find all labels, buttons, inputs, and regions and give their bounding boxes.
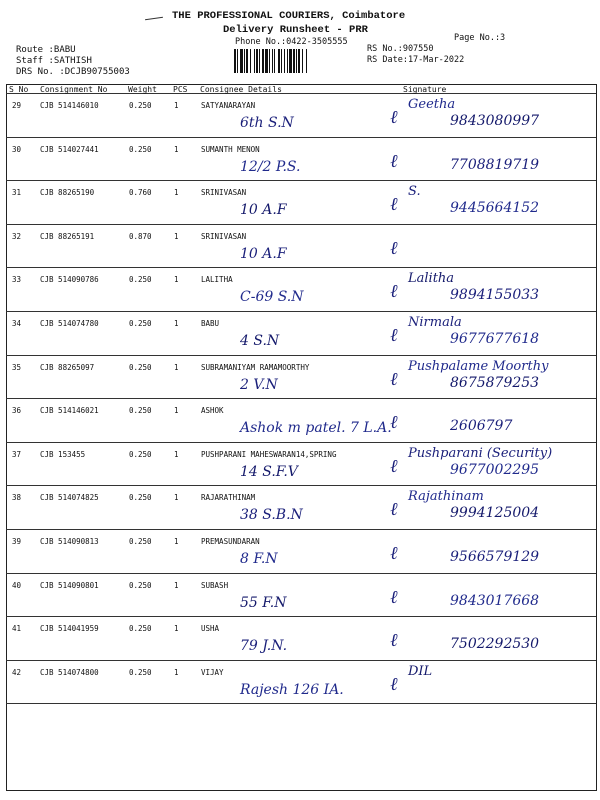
weight-value: 0.250 (129, 319, 152, 328)
rs-number: RS No.:907550 (367, 44, 434, 54)
rs-date: RS Date:17-Mar-2022 (367, 55, 465, 65)
pieces-count: 1 (174, 275, 179, 285)
weight-value: 0.760 (129, 188, 152, 198)
col-pcs: PCS (173, 85, 188, 94)
serial-number: 34 (12, 319, 22, 328)
pieces-count: 1 (174, 537, 179, 546)
col-sno: S No (9, 85, 29, 94)
signature-scribble: ℓ (390, 543, 398, 564)
serial-number: 42 (12, 667, 22, 677)
pieces-count: 1 (174, 144, 179, 154)
pieces-count: 1 (174, 319, 179, 328)
signature-scribble: ℓ (390, 194, 398, 216)
serial-number: 38 (12, 493, 22, 503)
consignment-number: CJB 514090801 (40, 580, 99, 590)
serial-number: 30 (12, 144, 22, 154)
pieces-count: 1 (174, 493, 179, 503)
consignee-name: SUBRAMANIYAM RAMAMOORTHY (201, 362, 310, 372)
handwritten-address: 10 A.F (240, 245, 287, 262)
weight-value: 0.250 (129, 493, 152, 503)
handwritten-address: 79 J.N. (240, 638, 288, 655)
handwritten-signature: S. (408, 184, 421, 200)
pieces-count: 1 (174, 188, 179, 198)
weight-value: 0.250 (129, 101, 152, 110)
consignment-number: CJB 514074800 (40, 667, 99, 677)
signature-scribble: ℓ (390, 150, 398, 172)
row-divider (6, 398, 596, 399)
handwritten-signature: DIL (408, 663, 433, 679)
handwritten-phone: 9445664152 (450, 200, 540, 217)
consignee-name: PUSHPARANI MAHESWARAN14,SPRING (201, 449, 337, 459)
row-divider (6, 224, 596, 225)
weight-value: 0.250 (129, 144, 152, 154)
row-divider (6, 485, 596, 486)
consignment-number: CJB 514074780 (40, 319, 99, 328)
serial-number: 37 (12, 449, 22, 459)
row-divider (6, 703, 596, 704)
handwritten-phone: 9994125004 (450, 505, 540, 522)
handwritten-address: C-69 S.N (240, 289, 304, 306)
consignment-number: CJB 153455 (40, 449, 86, 459)
handwritten-phone: 7708819719 (450, 156, 540, 173)
row-divider (6, 573, 596, 574)
row-divider (6, 442, 596, 443)
pieces-count: 1 (174, 231, 179, 241)
runsheet-subtitle: Delivery Runsheet - PRR (223, 24, 368, 36)
row-divider (6, 137, 596, 138)
weight-value: 0.250 (129, 580, 152, 590)
weight-value: 0.250 (129, 624, 152, 634)
consignment-number: CJB 88265097 (40, 362, 95, 372)
row-divider (6, 616, 596, 617)
consignee-name: SRINIVASAN (201, 188, 247, 198)
consignee-name: SUBASH (201, 580, 229, 590)
weight-value: 0.250 (129, 275, 152, 285)
route-field: Route :BABU (16, 45, 76, 55)
pieces-count: 1 (174, 449, 179, 459)
signature-scribble: ℓ (390, 412, 398, 434)
handwritten-signature: Geetha (408, 97, 456, 112)
consignee-name: VIJAY (201, 667, 224, 677)
signature-scribble: ℓ (390, 281, 398, 303)
weight-value: 0.870 (129, 231, 152, 241)
signature-scribble: ℓ (390, 586, 398, 608)
handwritten-signature: Pushpalame Moorthy (408, 358, 549, 374)
handwritten-phone: 9566579129 (450, 549, 540, 565)
consignment-number: CJB 514041959 (40, 624, 99, 634)
serial-number: 40 (12, 580, 22, 590)
pieces-count: 1 (174, 101, 179, 110)
drs-number: DRS No. :DCJB90755003 (16, 67, 130, 77)
serial-number: 41 (12, 624, 22, 634)
handwritten-address: 4 S.N (240, 333, 280, 349)
handwritten-phone: 7502292530 (450, 636, 540, 653)
barcode-image (234, 49, 354, 73)
handwritten-phone: 9843080997 (450, 113, 540, 129)
col-consignment: Consignment No (40, 85, 108, 94)
row-divider (6, 529, 596, 530)
consignment-number: CJB 514090813 (40, 537, 99, 546)
company-title: THE PROFESSIONAL COURIERS, Coimbatore (172, 10, 406, 22)
serial-number: 39 (12, 537, 22, 546)
handwritten-address: 55 F.N (240, 594, 287, 611)
serial-number: 36 (12, 406, 22, 416)
consignee-name: RAJARATHINAM (201, 493, 256, 503)
consignee-name: PREMASUNDARAN (201, 537, 260, 546)
serial-number: 32 (12, 231, 22, 241)
handwritten-address: Ashok m patel. 7 L.A. (240, 420, 392, 437)
signature-scribble: ℓ (390, 673, 398, 695)
handwritten-phone: 9894155033 (450, 287, 540, 304)
handwritten-phone: 9843017668 (450, 592, 540, 609)
serial-number: 31 (12, 188, 22, 198)
signature-scribble: ℓ (390, 455, 398, 477)
pieces-count: 1 (174, 667, 179, 677)
row-divider (6, 311, 596, 312)
handwritten-signature: Nirmala (408, 315, 462, 330)
handwritten-address: 8 F.N (240, 551, 278, 567)
consignee-name: SRINIVASAN (201, 231, 247, 241)
consignee-name: SUMANTH MENON (201, 144, 260, 154)
consignee-name: LALITHA (201, 275, 233, 285)
row-divider (6, 267, 596, 268)
pieces-count: 1 (174, 624, 179, 634)
pieces-count: 1 (174, 580, 179, 590)
weight-value: 0.250 (129, 362, 152, 372)
handwritten-address: 12/2 P.S. (240, 158, 301, 175)
handwritten-signature: Lalitha (408, 271, 455, 287)
consignee-name: SATYANARAYAN (201, 101, 256, 110)
weight-value: 0.250 (129, 406, 152, 416)
pieces-count: 1 (174, 406, 179, 416)
consignment-number: CJB 514146010 (40, 101, 99, 110)
row-divider (6, 660, 596, 661)
col-weight: Weight (128, 85, 157, 94)
handwritten-address: 14 S.F.V (240, 463, 298, 480)
serial-number: 33 (12, 275, 22, 285)
page-number: Page No.:3 (454, 33, 506, 43)
handwritten-phone: 9677002295 (450, 461, 540, 478)
col-signature: Signature (403, 85, 447, 94)
weight-value: 0.250 (129, 667, 152, 677)
staff-field: Staff :SATHISH (16, 56, 92, 66)
serial-number: 29 (12, 101, 22, 110)
weight-value: 0.250 (129, 449, 152, 459)
signature-scribble: ℓ (390, 499, 398, 521)
serial-number: 35 (12, 362, 22, 372)
signature-scribble: ℓ (390, 325, 398, 346)
pieces-count: 1 (174, 362, 179, 372)
consignment-number: CJB 514027441 (40, 144, 99, 154)
phone-number: Phone No.:0422-3505555 (235, 37, 348, 47)
consignment-number: CJB 88265190 (40, 188, 95, 198)
consignment-number: CJB 514146021 (40, 406, 99, 416)
handwritten-signature: Rajathinam (408, 489, 484, 505)
consignee-name: BABU (201, 319, 220, 328)
col-consignee: Consignee Details (200, 85, 282, 94)
handwritten-address: 10 A.F (240, 202, 287, 219)
handwritten-signature: Pushparani (Security) (408, 445, 553, 461)
consignee-name: ASHOK (201, 406, 224, 416)
handwritten-phone: 2606797 (450, 418, 513, 435)
handwritten-address: 38 S.B.N (240, 507, 303, 524)
signature-scribble: ℓ (390, 107, 398, 128)
handwritten-address: Rajesh 126 IA. (240, 681, 344, 698)
weight-value: 0.250 (129, 537, 152, 546)
consignment-number: CJB 88265191 (40, 231, 95, 241)
row-divider (6, 355, 596, 356)
handwritten-address: 6th S.N (240, 115, 294, 131)
header-dash-mark (145, 17, 163, 20)
consignment-number: CJB 514074825 (40, 493, 99, 503)
handwritten-phone: 8675879253 (450, 374, 540, 391)
row-divider (6, 180, 596, 181)
handwritten-address: 2 V.N (240, 376, 278, 393)
consignee-name: USHA (201, 624, 220, 634)
signature-scribble: ℓ (390, 368, 398, 390)
handwritten-phone: 9677677618 (450, 331, 540, 347)
consignment-number: CJB 514090786 (40, 275, 99, 285)
signature-scribble: ℓ (390, 237, 398, 259)
signature-scribble: ℓ (390, 630, 398, 652)
